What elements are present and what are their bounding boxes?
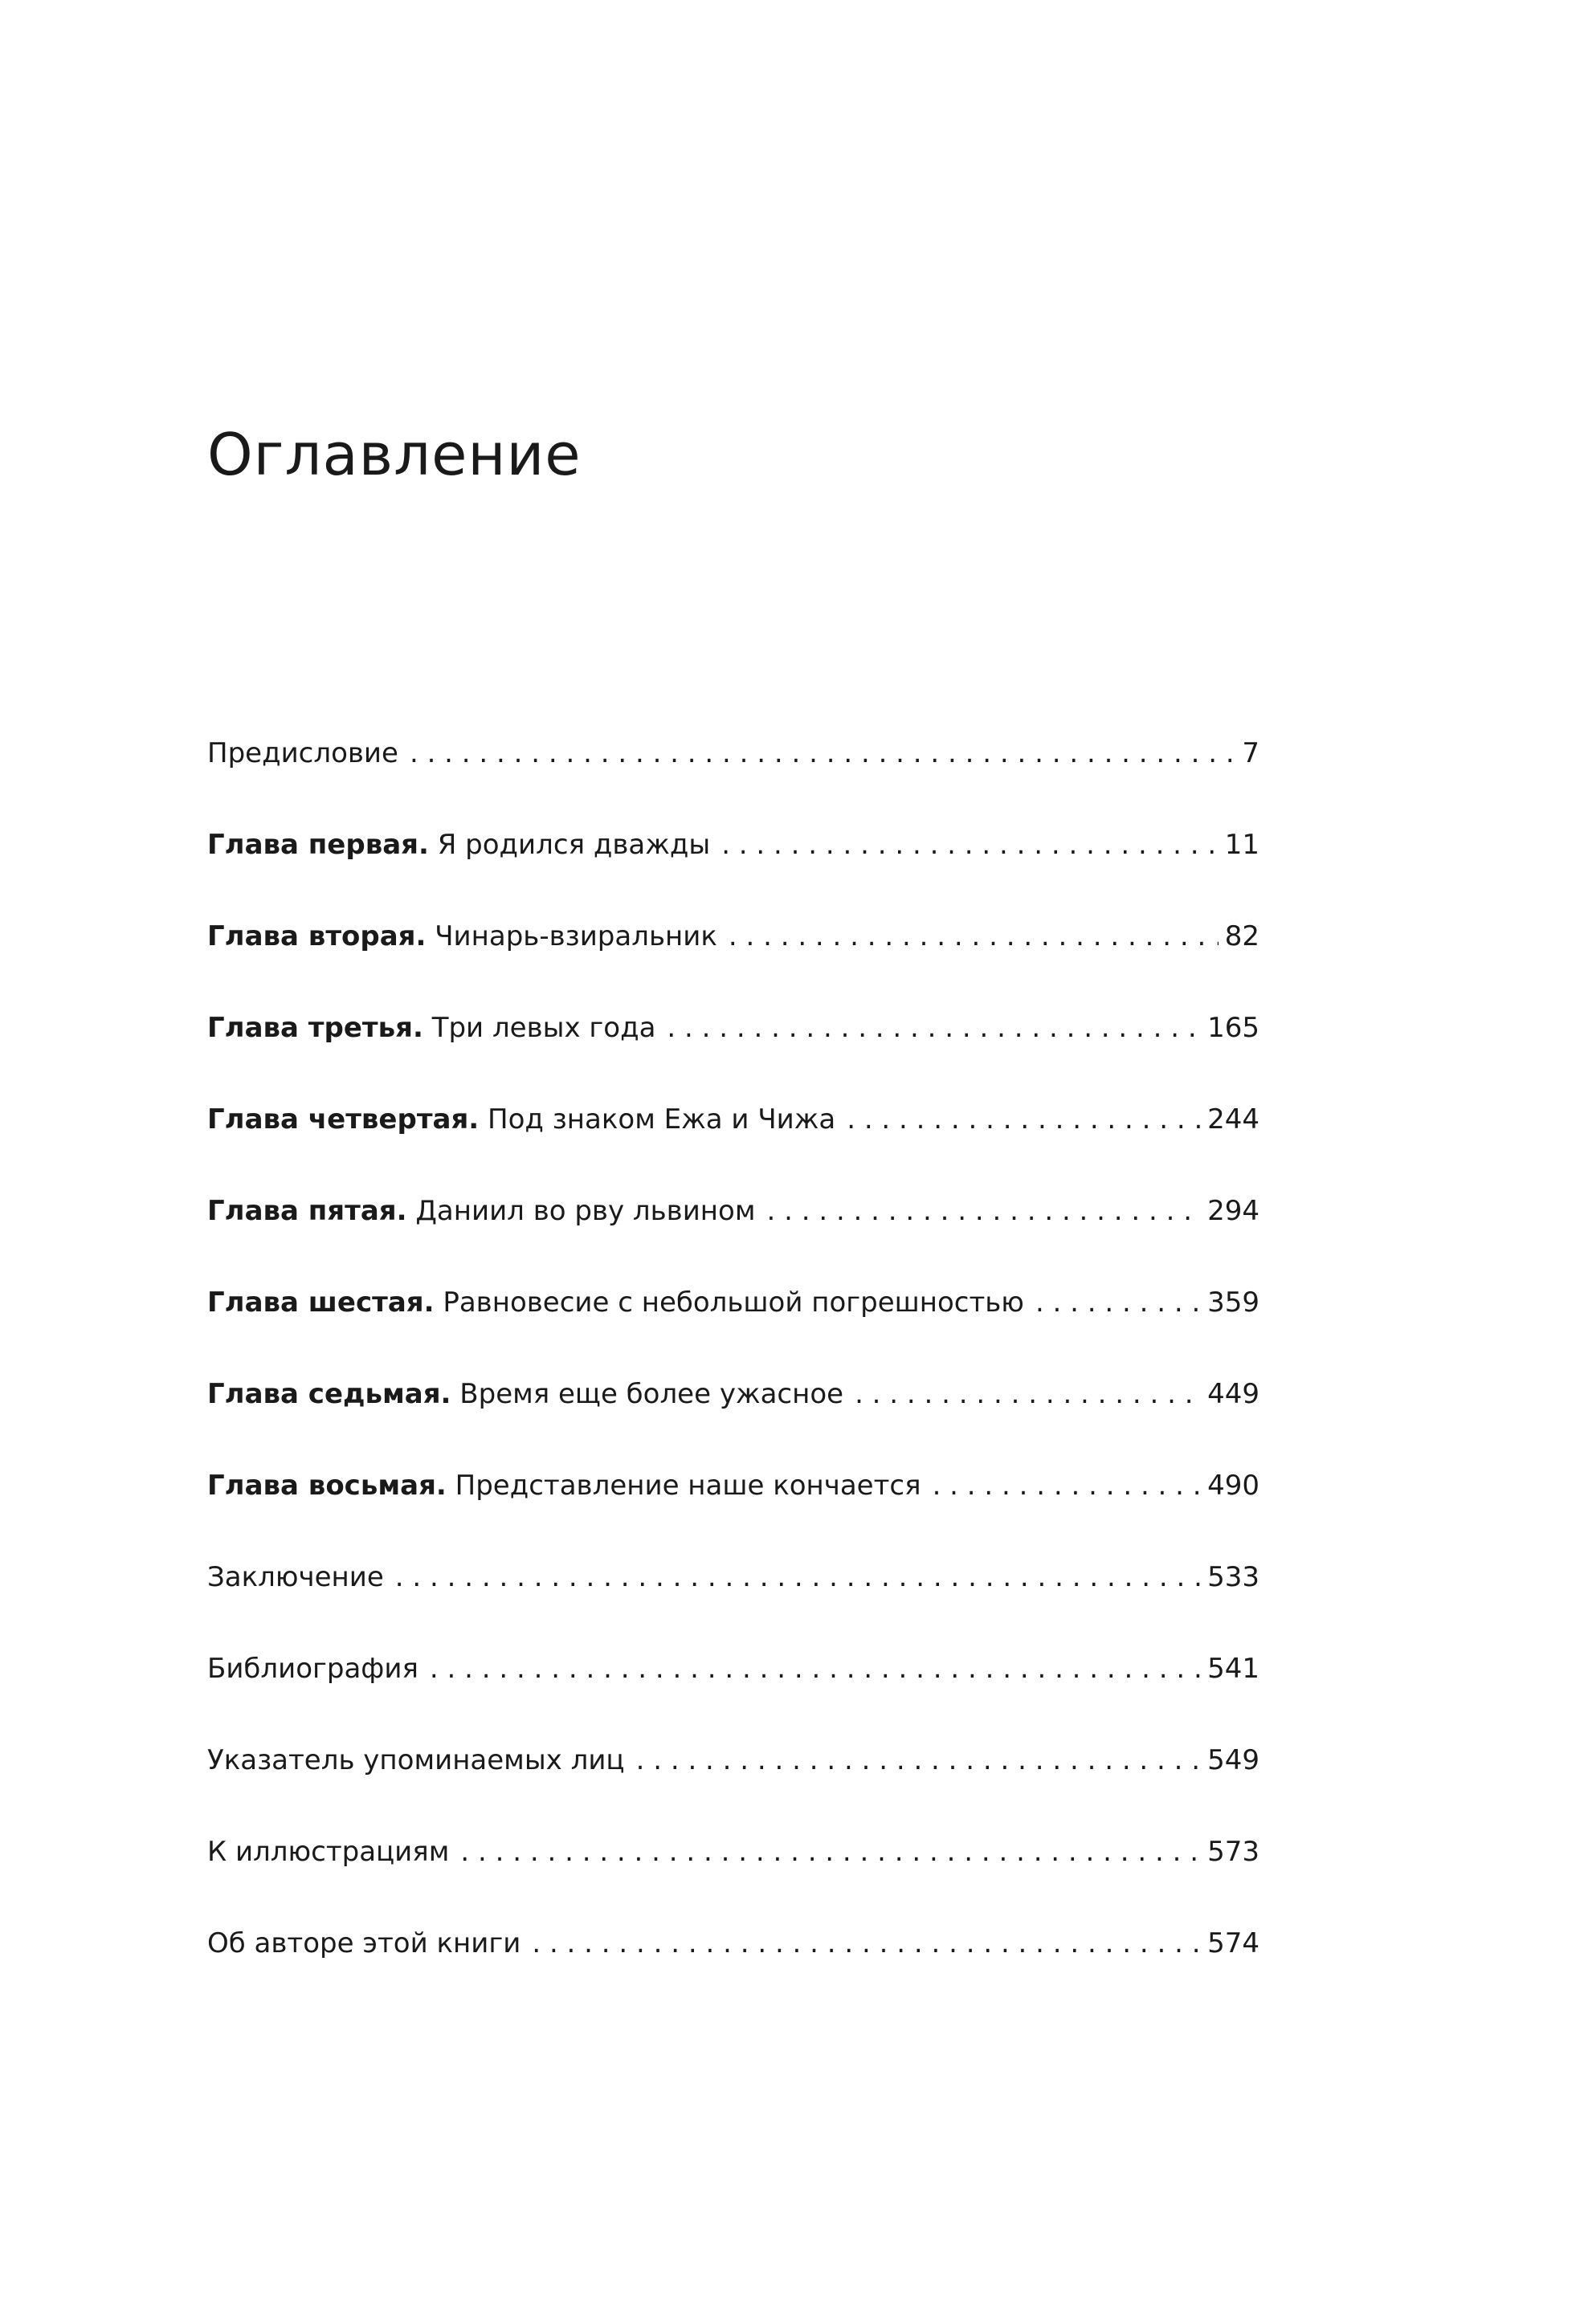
toc-entry-text [207, 729, 398, 777]
toc-entry[interactable] [207, 1645, 1259, 1736]
toc-entry-title: Указатель упоминаемых лиц [207, 1744, 625, 1776]
page-title: Оглавление [207, 421, 582, 488]
toc-entry-title: Под знаком Ежа и Чижа [488, 1103, 836, 1135]
toc-page-number: 541 [1207, 1653, 1259, 1685]
toc-entry[interactable] [207, 1278, 1259, 1370]
toc-chapter-label: Глава пятая. [207, 1195, 407, 1227]
toc-entry-title: Предисловие [207, 737, 398, 769]
dot-leader [721, 821, 1219, 869]
toc-entry-title: Я родился дважды [437, 829, 711, 861]
toc-entry-title: Три левых года [431, 1012, 656, 1044]
toc-entry-title: Библиография [207, 1653, 418, 1685]
toc-page-number: 490 [1207, 1470, 1259, 1502]
toc-page-number: 165 [1207, 1012, 1259, 1044]
toc-chapter-label: Глава седьмая. [207, 1378, 451, 1410]
dot-leader [410, 729, 1235, 777]
toc-entry[interactable] [207, 1828, 1259, 1919]
toc-entry-text [207, 1370, 843, 1418]
dot-leader [667, 1004, 1201, 1052]
toc-entry[interactable] [207, 1462, 1259, 1553]
toc-page-number: 359 [1207, 1286, 1259, 1319]
toc-entry-text [207, 1553, 384, 1601]
toc-page-number: 574 [1207, 1927, 1259, 1959]
toc-entry-text [207, 1004, 655, 1052]
toc-entry-title: Даниил во рву львином [415, 1195, 756, 1227]
dot-leader [1035, 1278, 1201, 1327]
toc-entry-title: Чинарь-взиральник [435, 920, 717, 952]
toc-entry[interactable] [207, 1004, 1259, 1095]
toc-entry[interactable] [207, 1919, 1259, 2011]
toc-entry[interactable] [207, 1736, 1259, 1828]
toc-chapter-label: Глава шестая. [207, 1286, 435, 1319]
toc-chapter-label: Глава третья. [207, 1012, 423, 1044]
toc-page-number: 294 [1207, 1195, 1259, 1227]
toc-page-number: 82 [1224, 920, 1259, 952]
toc-chapter-label: Глава первая. [207, 829, 429, 861]
dot-leader [430, 1645, 1201, 1693]
dot-leader [933, 1462, 1202, 1510]
dot-leader [636, 1736, 1202, 1784]
dot-leader [766, 1187, 1201, 1235]
toc-entry-text [207, 1736, 625, 1784]
toc-page-number: 573 [1207, 1836, 1259, 1868]
dot-leader [847, 1095, 1201, 1144]
toc-entry[interactable] [207, 1187, 1259, 1278]
toc-entry[interactable] [207, 1370, 1259, 1462]
toc-entry-text [207, 1919, 521, 1967]
toc-entry-text [207, 1645, 418, 1693]
dot-leader [460, 1828, 1201, 1876]
toc-entry-text [207, 1462, 921, 1510]
toc-entry-text [207, 1828, 449, 1876]
toc-chapter-label: Глава вторая. [207, 920, 427, 952]
toc-entry[interactable] [207, 729, 1259, 821]
dot-leader [395, 1553, 1201, 1601]
toc-entry-title: К иллюстрациям [207, 1836, 450, 1868]
toc-entry-title: Равновесие с небольшой погрешностью [443, 1286, 1024, 1319]
toc-entry-title: Представление наше кончается [455, 1470, 921, 1502]
toc-page-number: 11 [1224, 829, 1259, 861]
dot-leader [855, 1370, 1201, 1418]
toc-entry-title: Время еще более ужасное [459, 1378, 844, 1410]
toc-entry[interactable] [207, 821, 1259, 912]
toc-entry[interactable] [207, 1553, 1259, 1645]
toc-page-number: 7 [1242, 737, 1259, 769]
toc-entry[interactable] [207, 1095, 1259, 1187]
toc-entry-title: Об авторе этой книги [207, 1927, 521, 1959]
toc-entry-text [207, 1278, 1024, 1327]
toc-page-number: 244 [1207, 1103, 1259, 1135]
dot-leader [532, 1919, 1201, 1967]
toc-page-number: 549 [1207, 1744, 1259, 1776]
toc-entry-text [207, 1187, 755, 1235]
toc-entry-text [207, 1095, 835, 1144]
toc-page-number: 533 [1207, 1561, 1259, 1593]
toc-entry-text [207, 912, 717, 960]
toc-chapter-label: Глава восьмая. [207, 1470, 447, 1502]
table-of-contents [207, 729, 1259, 2011]
toc-chapter-label: Глава четвертая. [207, 1103, 480, 1135]
toc-page-number: 449 [1207, 1378, 1259, 1410]
toc-entry-text [207, 821, 710, 869]
dot-leader [729, 912, 1219, 960]
toc-entry[interactable] [207, 912, 1259, 1004]
toc-entry-title: Заключение [207, 1561, 384, 1593]
